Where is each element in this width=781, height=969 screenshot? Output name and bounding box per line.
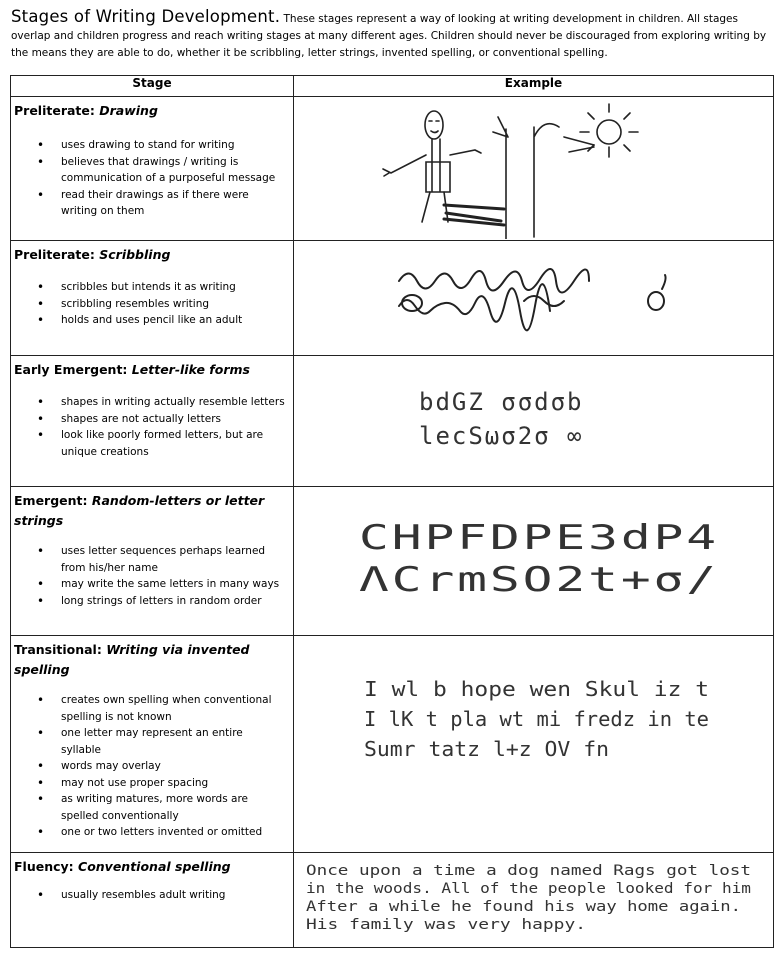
stage-label: Conventional spelling: [78, 859, 231, 874]
list-item: • look like poorly formed letters, but are unique creations: [61, 427, 293, 460]
list-item: • uses letter sequences perhaps learned from his/her name: [61, 543, 293, 576]
stage-label: Random-letters or letter strings: [14, 493, 265, 528]
example-cell: [294, 97, 774, 241]
stage-title: [11, 97, 293, 121]
table-row: [11, 636, 774, 853]
stage-cell: [11, 356, 294, 487]
stages-table: [10, 75, 774, 948]
stage-level: Emergent:: [14, 493, 88, 508]
handwriting-line: I lK t pla wt mi fredz in te: [364, 707, 709, 731]
stage-cell: [11, 487, 294, 636]
stage-label: Drawing: [99, 103, 158, 118]
example-cell: [294, 853, 774, 948]
list-item: • shapes in writing actually resemble letters: [61, 394, 293, 411]
stage-level: Preliterate:: [14, 103, 95, 118]
list-item: • long strings of letters in random order: [61, 593, 293, 610]
stage-level: Early Emergent:: [14, 362, 128, 377]
list-item: • read their drawings as if there were writing on them: [61, 187, 293, 220]
list-item: • may write the same letters in many ways: [61, 576, 293, 593]
list-item: • scribbles but intends it as writing: [61, 279, 293, 296]
page-header: [11, 8, 773, 62]
stage-title: [11, 853, 293, 877]
stage-title: [11, 241, 293, 265]
stage-title: [11, 356, 293, 380]
stage-points: [11, 394, 293, 460]
table-header-row: [11, 76, 774, 97]
list-item: • uses drawing to stand for writing: [61, 137, 293, 154]
handwriting-line: His family was very happy.: [306, 917, 586, 933]
invented-spelling-sample-image: [294, 636, 772, 851]
list-item: • one or two letters invented or omitted: [61, 824, 293, 841]
list-item: • shapes are not actually letters: [61, 411, 293, 428]
stage-title: [11, 487, 293, 531]
handwriting-line: in the woods. All of the people looked for him: [306, 881, 751, 897]
stage-label: Writing via invented spelling: [14, 642, 250, 677]
example-cell: [294, 241, 774, 356]
example-column-header: Example: [294, 76, 774, 97]
list-item: • usually resembles adult writing: [61, 887, 293, 904]
list-item: • scribbling resembles writing: [61, 296, 293, 313]
list-item: • as writing matures, more words are spelled conventionally: [61, 791, 293, 824]
letter-forms-sample-image: [294, 356, 772, 485]
stage-level: Transitional:: [14, 642, 102, 657]
stage-cell: [11, 241, 294, 356]
stage-label: Scribbling: [99, 247, 171, 262]
table-row: [11, 356, 774, 487]
stage-level: Preliterate:: [14, 247, 95, 262]
drawing-sample-image: [294, 97, 772, 239]
example-cell: [294, 487, 774, 636]
list-item: • one letter may represent an entire syllable: [61, 725, 293, 758]
handwriting-line: CHPFDPE3dP4: [359, 518, 719, 558]
stage-column-header: Stage: [11, 76, 294, 97]
handwriting-line: ΛCrmSO2t+σ/: [359, 560, 719, 600]
scribble-sample-image: [294, 241, 772, 354]
example-cell: [294, 356, 774, 487]
page-title: Stages of Writing Development.: [11, 7, 281, 26]
intro-text: These stages represent a way of looking at writing development in children. All stages overlap and children progress and reach writing stages at many different ages. Children should never be discouraged from exploring writing by the means they are able to do, whether it be scribbling, letter strings, invented spelling, or conventional spelling.: [11, 13, 767, 59]
handwriting-line: After a while he found his way home again.: [306, 899, 741, 915]
list-item: • creates own spelling when conventional spelling is not known: [61, 692, 293, 725]
table-row: [11, 853, 774, 948]
handwriting-line: I wl b hope wen Skul iz t: [364, 677, 709, 701]
stage-cell: [11, 636, 294, 853]
stage-cell: [11, 97, 294, 241]
table-row: [11, 97, 774, 241]
handwriting-line: Once upon a time a dog named Rags got lost: [306, 863, 751, 879]
stage-points: [11, 543, 293, 609]
random-letters-sample-image: [294, 487, 772, 634]
stage-label: Letter-like forms: [131, 362, 250, 377]
list-item: • may not use proper spacing: [61, 775, 293, 792]
list-item: • holds and uses pencil like an adult: [61, 312, 293, 329]
handwriting-line: Sumr tatz l+z OV fn: [364, 737, 609, 761]
example-cell: [294, 636, 774, 853]
list-item: • words may overlay: [61, 758, 293, 775]
stage-points: [11, 137, 293, 220]
stage-points: [11, 887, 293, 904]
stage-points: [11, 692, 293, 841]
stage-points: [11, 279, 293, 329]
stage-cell: [11, 853, 294, 948]
handwriting-line: bdGZ σσdσb: [419, 388, 584, 416]
stage-title: [11, 636, 293, 680]
handwriting-line: lecSωσ2σ ∞: [419, 422, 584, 450]
table-row: [11, 241, 774, 356]
conventional-spelling-sample-image: [294, 853, 772, 946]
list-item: • believes that drawings / writing is communication of a purposeful message: [61, 154, 293, 187]
stage-level: Fluency:: [14, 859, 74, 874]
table-row: [11, 487, 774, 636]
